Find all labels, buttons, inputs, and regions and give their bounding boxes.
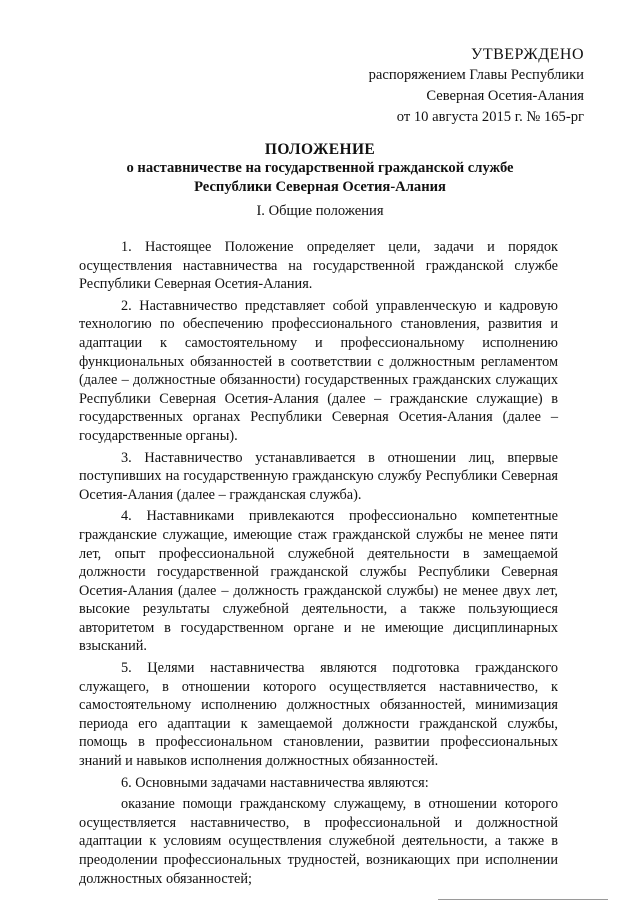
paragraph-3: 3. Наставничество устанавливается в отношении лиц, впервые поступивших на государственную гражданскую службу Республики Северная Осетия-Алания (далее – гражданская служба). [79, 449, 558, 503]
title-line-1: ПОЛОЖЕНИЕ [264, 141, 376, 158]
scan-edge-line [438, 899, 608, 900]
title-line-2: о наставничестве на государственной гражданской службе [126, 160, 514, 176]
document-title [0, 140, 640, 197]
paragraph-6: 6. Основными задачами наставничества являются: [121, 774, 429, 791]
approval-line-republic: Северная Осетия-Алания [426, 88, 584, 104]
paragraph-1: 1. Настоящее Положение определяет цели, задачи и порядок осуществления наставничества на государственной гражданской службе Республики Северная Осетия-Алания. [79, 239, 558, 293]
paragraph-2: 2. Наставничество представляет собой управленческую и кадровую технологию по обеспечению профессионального становления, развития и адаптации к самостоятельному и профессиональному исполнению функциональных обязанностей в соответствии с должностным регламентом (далее – должностные обязанности) государственных гражданских служащих Республики Северная Осетия-Алания (далее – гражданские служащие) в государственных органах Республики Северная Осетия-Алания (далее – государственные органы). [79, 297, 558, 444]
approval-line-authority: распоряжением Главы Республики [368, 67, 584, 83]
document-body [79, 238, 558, 891]
section-heading: I. Общие положения [256, 203, 384, 219]
approval-stamp [369, 44, 584, 128]
paragraph-4: 4. Наставниками привлекаются профессионально компетентные гражданские служащие, имеющие стаж гражданской службы не менее пяти лет, опыт профессиональной служебной деятельности в замещаемой должности государственной гражданской службы Республики Северная Осетия-Алания (далее – должность гражданской службы) не менее двух лет, высокие результаты служебной деятельности, а также пользующиеся авторитетом в государственном органе и не имеющие дисциплинарных взысканий. [79, 508, 558, 655]
approval-line-date: от 10 августа 2015 г. № 165-рг [396, 109, 584, 125]
approval-heading: УТВЕРЖДЕНО [470, 46, 584, 63]
paragraph-5: 5. Целями наставничества являются подготовка гражданского служащего, в отношении которого осуществляется наставничество, к самостоятельному исполнению должностных обязанностей, минимизация периода его адаптации к замещаемой должности гражданской службы, помощь в профессиональном становлении, развитии профессиональных знаний и навыков исполнения должностных обязанностей. [79, 660, 558, 770]
title-line-3: Республики Северная Осетия-Алания [194, 179, 446, 195]
paragraph-6-item-1: оказание помощи гражданскому служащему, в отношении которого осуществляется наставничество, в профессиональной и должностной адаптации к условиям осуществления служебной деятельности, а также в преодолении профессиональных трудностей, возникающих при исполнении должностных обязанностей; [79, 796, 558, 887]
